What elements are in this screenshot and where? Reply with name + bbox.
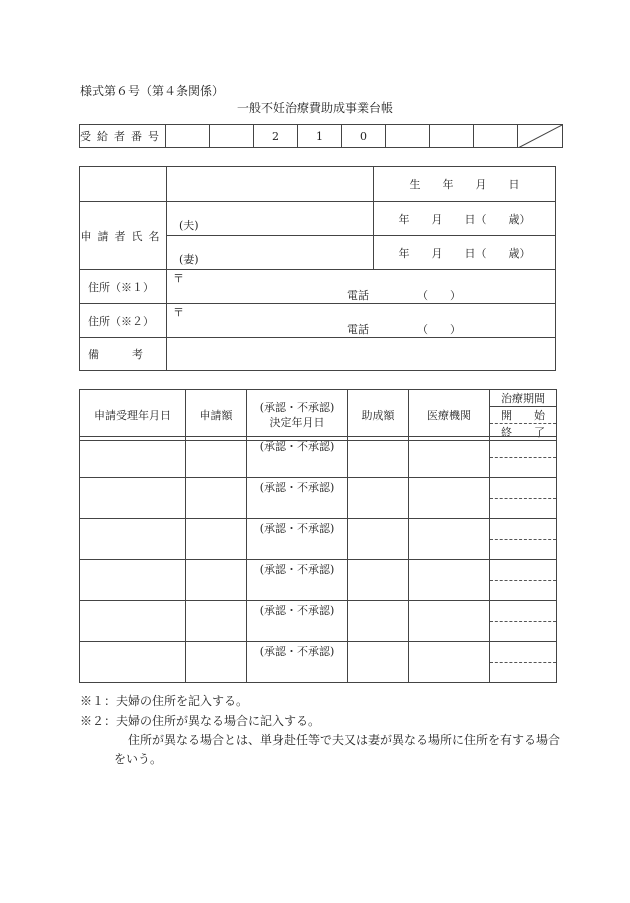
recipient-digit-slashed xyxy=(518,125,563,148)
period-divider xyxy=(490,457,556,458)
period-cell[interactable] xyxy=(490,437,557,478)
decision-approve-label: (承認・不承認) xyxy=(259,645,335,658)
grant-cell[interactable] xyxy=(348,478,409,519)
period-cell[interactable] xyxy=(490,642,557,683)
phone-paren: （ ） xyxy=(417,323,461,336)
col-end-header: 終 了 xyxy=(490,424,557,441)
period-divider xyxy=(490,580,556,581)
facility-cell[interactable] xyxy=(409,519,490,560)
birth-date-header: 生 年 月 日 xyxy=(374,167,556,202)
grant-cell[interactable] xyxy=(348,642,409,683)
received-date-cell[interactable] xyxy=(80,478,186,519)
facility-cell[interactable] xyxy=(409,560,490,601)
phone-label: 電話 xyxy=(347,289,369,302)
col-amount-header: 申請額 xyxy=(186,390,247,441)
amount-cell[interactable] xyxy=(186,560,247,601)
form-number: 様式第６号（第４条関係） xyxy=(80,84,225,98)
remarks-label: 備 考 xyxy=(80,338,167,371)
received-date-cell[interactable] xyxy=(80,519,186,560)
wife-birth-field[interactable] xyxy=(374,236,556,270)
address1-field[interactable] xyxy=(167,270,556,304)
phone-paren: （ ） xyxy=(417,289,461,302)
recipient-digit[interactable]: 2 xyxy=(254,125,298,148)
grant-cell[interactable] xyxy=(348,601,409,642)
decision-cell[interactable] xyxy=(247,642,348,683)
recipient-digit[interactable] xyxy=(430,125,474,148)
wife-name-field[interactable] xyxy=(167,236,374,270)
period-cell[interactable] xyxy=(490,601,557,642)
period-divider xyxy=(490,498,556,499)
page-title: 一般不妊治療費助成事業台帳 xyxy=(236,101,393,115)
decision-approve-label: (承認・不承認) xyxy=(259,563,335,576)
received-date-cell[interactable] xyxy=(80,437,186,478)
col-received-header: 申請受理年月日 xyxy=(80,390,186,441)
recipient-digit[interactable] xyxy=(166,125,210,148)
recipient-number-table xyxy=(79,124,563,148)
wife-birth-format: 年 月 日（ 歳） xyxy=(398,246,531,260)
facility-cell[interactable] xyxy=(409,642,490,683)
ledger-row xyxy=(80,478,557,519)
decision-approve-label: (承認・不承認) xyxy=(259,401,335,414)
applicant-name-label: 申請者氏名 xyxy=(80,202,167,270)
col-period-header: 治療期間 xyxy=(490,390,557,407)
decision-approve-label: (承認・不承認) xyxy=(259,481,335,494)
note-1: ※１：夫婦の住所を記入する。 xyxy=(80,694,249,708)
amount-cell[interactable] xyxy=(186,437,247,478)
blank-cell xyxy=(80,167,167,202)
note-2: ※２：夫婦の住所が異なる場合に記入する。 xyxy=(80,714,321,728)
decision-cell[interactable] xyxy=(247,519,348,560)
husband-birth-field[interactable] xyxy=(374,202,556,236)
col-start-header: 開 始 xyxy=(490,407,557,424)
facility-cell[interactable] xyxy=(409,437,490,478)
period-divider xyxy=(490,621,556,622)
decision-approve-label: (承認・不承認) xyxy=(259,440,335,453)
ledger-row xyxy=(80,642,557,683)
grant-cell[interactable] xyxy=(348,560,409,601)
note-3: 住所が異なる場合とは、単身赴任等で夫又は妻が異なる場所に住所を有する場合 xyxy=(128,733,561,747)
applicant-table xyxy=(79,166,556,371)
postal-mark: 〒 xyxy=(173,272,184,285)
grant-cell[interactable] xyxy=(348,519,409,560)
decision-date-label: 決定年月日 xyxy=(269,416,325,429)
remarks-field[interactable] xyxy=(167,338,556,371)
husband-label: (夫) xyxy=(179,219,199,232)
decision-cell[interactable] xyxy=(247,437,348,478)
ledger-row xyxy=(80,601,557,642)
recipient-number-label: 受給者番号 xyxy=(80,125,166,148)
grant-cell[interactable] xyxy=(348,437,409,478)
diagonal-slash xyxy=(518,125,562,148)
address2-label: 住所（※２） xyxy=(80,304,167,338)
phone-label: 電話 xyxy=(347,323,369,336)
amount-cell[interactable] xyxy=(186,519,247,560)
wife-label: (妻) xyxy=(179,253,199,266)
decision-approve-label: (承認・不承認) xyxy=(259,604,335,617)
received-date-cell[interactable] xyxy=(80,642,186,683)
period-cell[interactable] xyxy=(490,560,557,601)
decision-cell[interactable] xyxy=(247,478,348,519)
ledger-body xyxy=(79,436,557,683)
period-divider xyxy=(490,539,556,540)
recipient-digit[interactable] xyxy=(210,125,254,148)
husband-name-field[interactable] xyxy=(167,202,374,236)
facility-cell[interactable] xyxy=(409,601,490,642)
amount-cell[interactable] xyxy=(186,601,247,642)
period-divider xyxy=(490,662,556,663)
recipient-digit[interactable]: 0 xyxy=(342,125,386,148)
amount-cell[interactable] xyxy=(186,478,247,519)
ledger-row xyxy=(80,437,557,478)
period-cell[interactable] xyxy=(490,519,557,560)
period-cell[interactable] xyxy=(490,478,557,519)
facility-cell[interactable] xyxy=(409,478,490,519)
ledger-table xyxy=(79,389,557,441)
address1-label: 住所（※１） xyxy=(80,270,167,304)
amount-cell[interactable] xyxy=(186,642,247,683)
col-facility-header: 医療機関 xyxy=(409,390,490,441)
decision-cell[interactable] xyxy=(247,601,348,642)
received-date-cell[interactable] xyxy=(80,601,186,642)
decision-cell[interactable] xyxy=(247,560,348,601)
address2-field[interactable] xyxy=(167,304,556,338)
note-4: をいう。 xyxy=(114,752,163,766)
ledger-row xyxy=(80,519,557,560)
recipient-digit[interactable] xyxy=(474,125,518,148)
col-grant-header: 助成額 xyxy=(348,390,409,441)
husband-birth-format: 年 月 日（ 歳） xyxy=(398,212,531,226)
blank-cell xyxy=(167,167,374,202)
ledger-row xyxy=(80,560,557,601)
decision-approve-label: (承認・不承認) xyxy=(259,522,335,535)
recipient-digit[interactable] xyxy=(386,125,430,148)
received-date-cell[interactable] xyxy=(80,560,186,601)
postal-mark: 〒 xyxy=(173,306,184,319)
recipient-digit[interactable]: 1 xyxy=(298,125,342,148)
col-decision-header xyxy=(247,390,348,441)
